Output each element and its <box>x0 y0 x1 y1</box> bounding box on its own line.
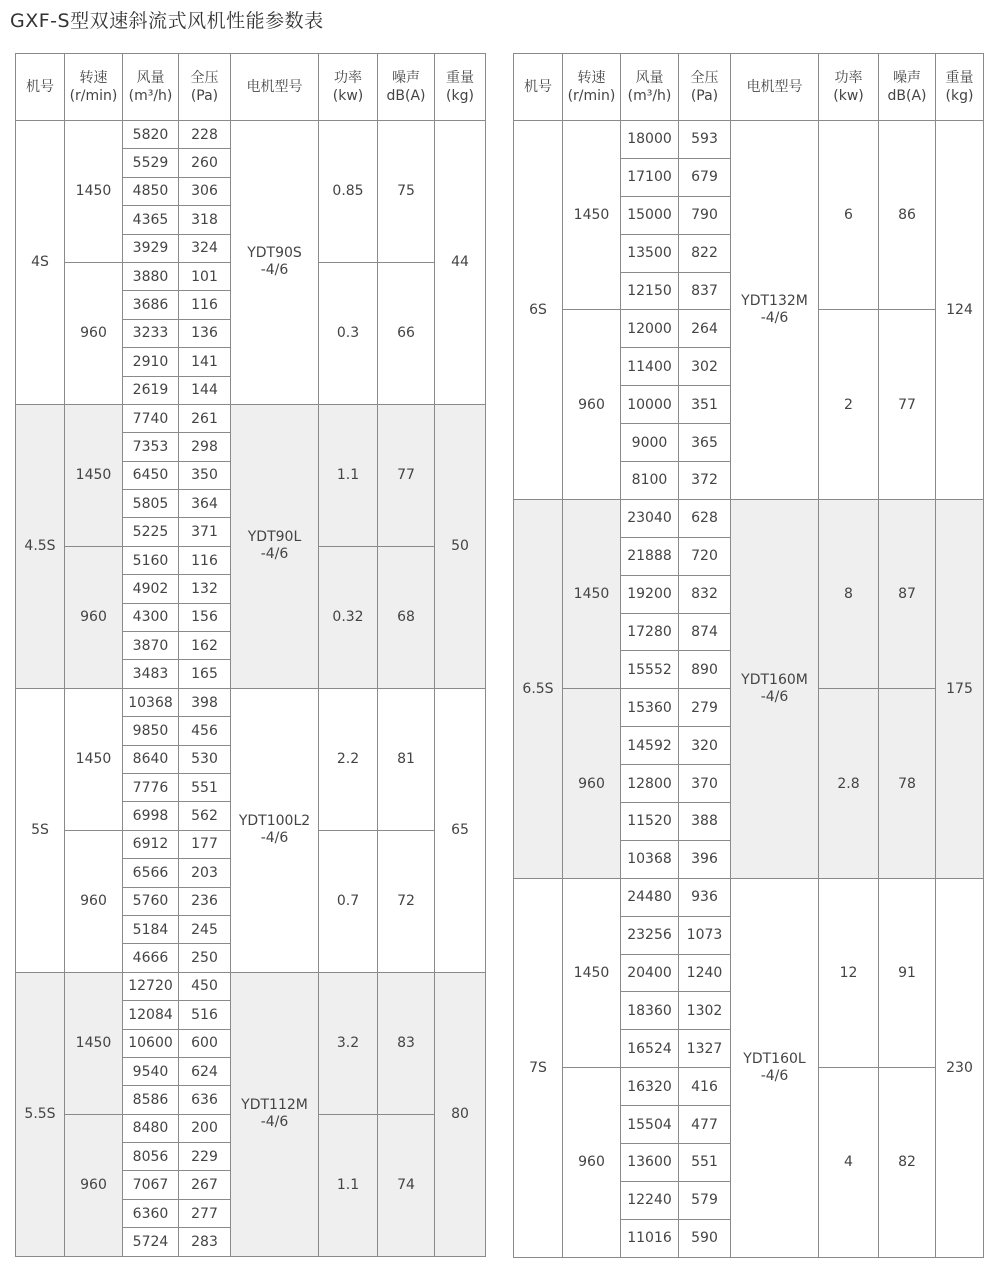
airflow-cell: 6566 <box>123 859 179 887</box>
pressure-cell: 320 <box>679 727 731 765</box>
noise-cell: 75 <box>378 121 435 263</box>
pressure-cell: 144 <box>179 376 231 404</box>
col-header-airflow: 风量 (m³/h) <box>123 54 179 121</box>
speed-cell: 1450 <box>563 121 621 310</box>
noise-cell: 81 <box>378 688 435 830</box>
airflow-cell: 9850 <box>123 717 179 745</box>
airflow-cell: 6998 <box>123 802 179 830</box>
pressure-cell: 551 <box>179 773 231 801</box>
airflow-cell: 8480 <box>123 1114 179 1142</box>
airflow-cell: 3483 <box>123 660 179 688</box>
airflow-cell: 10368 <box>621 840 679 878</box>
col-header-power: 功率 (kw) <box>819 54 879 121</box>
motor-model-cell <box>231 972 319 1256</box>
airflow-cell: 12150 <box>621 272 679 310</box>
header-row <box>16 54 486 121</box>
airflow-cell: 2619 <box>123 376 179 404</box>
pressure-cell: 261 <box>179 404 231 432</box>
airflow-cell: 11400 <box>621 348 679 386</box>
motor-model-text: YDT100L2 <box>238 813 311 830</box>
power-cell: 12 <box>819 878 879 1067</box>
motor-model-cell <box>231 404 319 688</box>
noise-cell: 82 <box>879 1068 936 1257</box>
pressure-cell: 679 <box>679 158 731 196</box>
airflow-cell: 2910 <box>123 348 179 376</box>
pressure-cell: 365 <box>679 424 731 462</box>
pressure-cell: 250 <box>179 944 231 972</box>
speed-cell: 1450 <box>65 688 123 830</box>
airflow-cell: 7353 <box>123 433 179 461</box>
spec-table-right <box>513 53 984 1258</box>
airflow-cell: 5184 <box>123 915 179 943</box>
pressure-cell: 516 <box>179 1001 231 1029</box>
motor-model-cell <box>731 878 819 1257</box>
speed-cell: 960 <box>65 1114 123 1256</box>
pressure-cell: 165 <box>179 660 231 688</box>
pressure-cell: 245 <box>179 915 231 943</box>
airflow-cell: 9540 <box>123 1057 179 1085</box>
airflow-cell: 3870 <box>123 632 179 660</box>
model-number-cell: 5S <box>16 688 65 972</box>
airflow-cell: 15552 <box>621 651 679 689</box>
airflow-cell: 16524 <box>621 1030 679 1068</box>
pressure-cell: 264 <box>679 310 731 348</box>
noise-cell: 77 <box>378 404 435 546</box>
pressure-cell: 283 <box>179 1228 231 1256</box>
airflow-cell: 13500 <box>621 234 679 272</box>
pressure-cell: 371 <box>179 518 231 546</box>
speed-cell: 1450 <box>563 499 621 688</box>
airflow-cell: 8640 <box>123 745 179 773</box>
model-group <box>16 121 486 405</box>
airflow-cell: 11520 <box>621 803 679 841</box>
pressure-cell: 720 <box>679 537 731 575</box>
speed-cell: 960 <box>65 262 123 404</box>
noise-cell: 86 <box>879 121 936 310</box>
power-cell: 0.3 <box>319 262 378 404</box>
col-header-motor: 电机型号 <box>731 54 819 121</box>
pressure-cell: 156 <box>179 603 231 631</box>
airflow-cell: 21888 <box>621 537 679 575</box>
model-number-cell: 6S <box>514 121 563 500</box>
airflow-cell: 8056 <box>123 1143 179 1171</box>
motor-model-cell <box>731 121 819 500</box>
noise-cell: 72 <box>378 830 435 972</box>
page-title: GXF-S型双速斜流式风机性能参数表 <box>10 10 324 32</box>
col-header-speed: 转速 (r/min) <box>65 54 123 121</box>
pressure-cell: 628 <box>679 499 731 537</box>
airflow-cell: 5529 <box>123 149 179 177</box>
airflow-cell: 4666 <box>123 944 179 972</box>
airflow-cell: 12000 <box>621 310 679 348</box>
power-cell: 3.2 <box>319 972 378 1114</box>
col-header-noise: 噪声 dB(A) <box>879 54 936 121</box>
pressure-cell: 364 <box>179 490 231 518</box>
airflow-cell: 11016 <box>621 1219 679 1257</box>
motor-model-text: YDT160L <box>743 1050 806 1067</box>
pressure-cell: 372 <box>679 462 731 500</box>
power-cell: 0.32 <box>319 546 378 688</box>
pressure-cell: 324 <box>179 234 231 262</box>
motor-model-text: -4/6 <box>760 688 789 705</box>
power-cell: 0.85 <box>319 121 378 263</box>
airflow-cell: 12084 <box>123 1001 179 1029</box>
pressure-cell: 229 <box>179 1143 231 1171</box>
pressure-cell: 116 <box>179 546 231 574</box>
pressure-cell: 936 <box>679 878 731 916</box>
pressure-cell: 624 <box>179 1057 231 1085</box>
airflow-cell: 8586 <box>123 1086 179 1114</box>
airflow-cell: 4365 <box>123 206 179 234</box>
model-number-cell: 6.5S <box>514 499 563 878</box>
airflow-cell: 5160 <box>123 546 179 574</box>
pressure-cell: 416 <box>679 1068 731 1106</box>
model-group <box>514 121 984 500</box>
power-cell: 6 <box>819 121 879 310</box>
pressure-cell: 450 <box>179 972 231 1000</box>
motor-model-cell <box>731 499 819 878</box>
power-cell: 2 <box>819 310 879 499</box>
pressure-cell: 477 <box>679 1106 731 1144</box>
speed-cell: 960 <box>65 546 123 688</box>
pressure-cell: 1327 <box>679 1030 731 1068</box>
pressure-cell: 136 <box>179 319 231 347</box>
pressure-cell: 600 <box>179 1029 231 1057</box>
pressure-cell: 116 <box>179 291 231 319</box>
pressure-cell: 822 <box>679 234 731 272</box>
airflow-cell: 18360 <box>621 992 679 1030</box>
speed-cell: 960 <box>563 310 621 499</box>
model-group <box>16 688 486 972</box>
airflow-cell: 19200 <box>621 575 679 613</box>
col-header-motor: 电机型号 <box>231 54 319 121</box>
pressure-cell: 260 <box>179 149 231 177</box>
power-cell: 1.1 <box>319 1114 378 1256</box>
airflow-cell: 3880 <box>123 262 179 290</box>
pressure-cell: 203 <box>179 859 231 887</box>
model-group <box>514 499 984 878</box>
col-header-model: 机号 <box>16 54 65 121</box>
airflow-cell: 7740 <box>123 404 179 432</box>
noise-cell: 77 <box>879 310 936 499</box>
airflow-cell: 23256 <box>621 916 679 954</box>
model-number-cell: 4S <box>16 121 65 405</box>
airflow-cell: 5820 <box>123 121 179 149</box>
airflow-cell: 5225 <box>123 518 179 546</box>
pressure-cell: 200 <box>179 1114 231 1142</box>
airflow-cell: 18000 <box>621 121 679 159</box>
airflow-cell: 10368 <box>123 688 179 716</box>
motor-model-cell <box>231 121 319 405</box>
col-header-airflow: 风量 (m³/h) <box>621 54 679 121</box>
noise-cell: 83 <box>378 972 435 1114</box>
airflow-cell: 7067 <box>123 1171 179 1199</box>
noise-cell: 66 <box>378 262 435 404</box>
pressure-cell: 267 <box>179 1171 231 1199</box>
speed-cell: 960 <box>65 830 123 972</box>
airflow-cell: 3929 <box>123 234 179 262</box>
airflow-cell: 24480 <box>621 878 679 916</box>
power-cell: 1.1 <box>319 404 378 546</box>
model-number-cell: 7S <box>514 878 563 1257</box>
speed-cell: 1450 <box>65 404 123 546</box>
pressure-cell: 370 <box>679 765 731 803</box>
speed-cell: 1450 <box>65 972 123 1114</box>
motor-model-text: YDT132M <box>741 292 808 309</box>
pressure-cell: 593 <box>679 121 731 159</box>
pressure-cell: 456 <box>179 717 231 745</box>
pressure-cell: 177 <box>179 830 231 858</box>
pressure-cell: 579 <box>679 1181 731 1219</box>
pressure-cell: 236 <box>179 887 231 915</box>
airflow-cell: 5760 <box>123 887 179 915</box>
weight-cell: 44 <box>435 121 486 405</box>
pressure-cell: 388 <box>679 803 731 841</box>
airflow-cell: 17100 <box>621 158 679 196</box>
pressure-cell: 790 <box>679 196 731 234</box>
airflow-cell: 9000 <box>621 424 679 462</box>
airflow-cell: 23040 <box>621 499 679 537</box>
pressure-cell: 590 <box>679 1219 731 1257</box>
speed-cell: 960 <box>563 1068 621 1257</box>
noise-cell: 74 <box>378 1114 435 1256</box>
motor-model-text: -4/6 <box>760 309 789 326</box>
pressure-cell: 351 <box>679 386 731 424</box>
weight-cell: 230 <box>936 878 984 1257</box>
pressure-cell: 277 <box>179 1199 231 1227</box>
table-row <box>514 121 984 159</box>
power-cell: 2.2 <box>319 688 378 830</box>
speed-cell: 1450 <box>563 878 621 1067</box>
col-header-pressure: 全压 (Pa) <box>679 54 731 121</box>
col-header-weight: 重量 (kg) <box>435 54 486 121</box>
airflow-cell: 4850 <box>123 177 179 205</box>
pressure-cell: 162 <box>179 632 231 660</box>
pressure-cell: 228 <box>179 121 231 149</box>
pressure-cell: 530 <box>179 745 231 773</box>
col-header-weight: 重量 (kg) <box>936 54 984 121</box>
spec-table-left <box>15 53 486 1257</box>
airflow-cell: 4902 <box>123 575 179 603</box>
pressure-cell: 874 <box>679 613 731 651</box>
airflow-cell: 7776 <box>123 773 179 801</box>
table-row <box>16 404 486 432</box>
motor-model-text: YDT90S <box>247 245 302 262</box>
noise-cell: 87 <box>879 499 936 688</box>
motor-model-text: -4/6 <box>260 1114 289 1131</box>
motor-model-text: -4/6 <box>760 1067 789 1084</box>
table-row <box>16 121 486 149</box>
airflow-cell: 10600 <box>123 1029 179 1057</box>
pressure-cell: 1302 <box>679 992 731 1030</box>
pressure-cell: 396 <box>679 840 731 878</box>
airflow-cell: 14592 <box>621 727 679 765</box>
airflow-cell: 16320 <box>621 1068 679 1106</box>
power-cell: 8 <box>819 499 879 688</box>
col-header-speed: 转速 (r/min) <box>563 54 621 121</box>
weight-cell: 175 <box>936 499 984 878</box>
pressure-cell: 318 <box>179 206 231 234</box>
airflow-cell: 5805 <box>123 490 179 518</box>
airflow-cell: 12800 <box>621 765 679 803</box>
table-row <box>514 499 984 537</box>
airflow-cell: 4300 <box>123 603 179 631</box>
airflow-cell: 6360 <box>123 1199 179 1227</box>
airflow-cell: 13600 <box>621 1144 679 1182</box>
pressure-cell: 298 <box>179 433 231 461</box>
motor-model-text: -4/6 <box>260 262 289 279</box>
table-row <box>514 878 984 916</box>
motor-model-text: YDT112M <box>241 1097 308 1114</box>
pressure-cell: 132 <box>179 575 231 603</box>
airflow-cell: 20400 <box>621 954 679 992</box>
airflow-cell: 3233 <box>123 319 179 347</box>
pressure-cell: 1240 <box>679 954 731 992</box>
power-cell: 0.7 <box>319 830 378 972</box>
pressure-cell: 832 <box>679 575 731 613</box>
pressure-cell: 890 <box>679 651 731 689</box>
airflow-cell: 3686 <box>123 291 179 319</box>
weight-cell: 50 <box>435 404 486 688</box>
motor-model-text: -4/6 <box>260 830 289 847</box>
col-header-model: 机号 <box>514 54 563 121</box>
airflow-cell: 15000 <box>621 196 679 234</box>
pressure-cell: 551 <box>679 1144 731 1182</box>
airflow-cell: 8100 <box>621 462 679 500</box>
weight-cell: 80 <box>435 972 486 1256</box>
pressure-cell: 350 <box>179 461 231 489</box>
motor-model-text: YDT90L <box>247 529 302 546</box>
pressure-cell: 837 <box>679 272 731 310</box>
col-header-power: 功率 (kw) <box>319 54 378 121</box>
airflow-cell: 10000 <box>621 386 679 424</box>
pressure-cell: 398 <box>179 688 231 716</box>
motor-model-cell <box>231 688 319 972</box>
pressure-cell: 101 <box>179 262 231 290</box>
model-number-cell: 4.5S <box>16 404 65 688</box>
model-group <box>514 878 984 1257</box>
model-number-cell: 5.5S <box>16 972 65 1256</box>
col-header-noise: 噪声 dB(A) <box>378 54 435 121</box>
model-group <box>16 404 486 688</box>
table-row <box>16 688 486 716</box>
airflow-cell: 15504 <box>621 1106 679 1144</box>
pressure-cell: 306 <box>179 177 231 205</box>
noise-cell: 68 <box>378 546 435 688</box>
pressure-cell: 562 <box>179 802 231 830</box>
model-group <box>16 972 486 1256</box>
power-cell: 2.8 <box>819 689 879 878</box>
speed-cell: 960 <box>563 689 621 878</box>
airflow-cell: 6912 <box>123 830 179 858</box>
airflow-cell: 15360 <box>621 689 679 727</box>
table-row <box>16 972 486 1000</box>
pressure-cell: 302 <box>679 348 731 386</box>
airflow-cell: 6450 <box>123 461 179 489</box>
pressure-cell: 279 <box>679 689 731 727</box>
col-header-pressure: 全压 (Pa) <box>179 54 231 121</box>
speed-cell: 1450 <box>65 121 123 263</box>
airflow-cell: 5724 <box>123 1228 179 1256</box>
airflow-cell: 17280 <box>621 613 679 651</box>
noise-cell: 78 <box>879 689 936 878</box>
motor-model-text: -4/6 <box>260 546 289 563</box>
noise-cell: 91 <box>879 878 936 1067</box>
pressure-cell: 1073 <box>679 916 731 954</box>
weight-cell: 65 <box>435 688 486 972</box>
pressure-cell: 636 <box>179 1086 231 1114</box>
pressure-cell: 141 <box>179 348 231 376</box>
header-row <box>514 54 984 121</box>
airflow-cell: 12720 <box>123 972 179 1000</box>
motor-model-text: YDT160M <box>741 671 808 688</box>
power-cell: 4 <box>819 1068 879 1257</box>
airflow-cell: 12240 <box>621 1181 679 1219</box>
weight-cell: 124 <box>936 121 984 500</box>
